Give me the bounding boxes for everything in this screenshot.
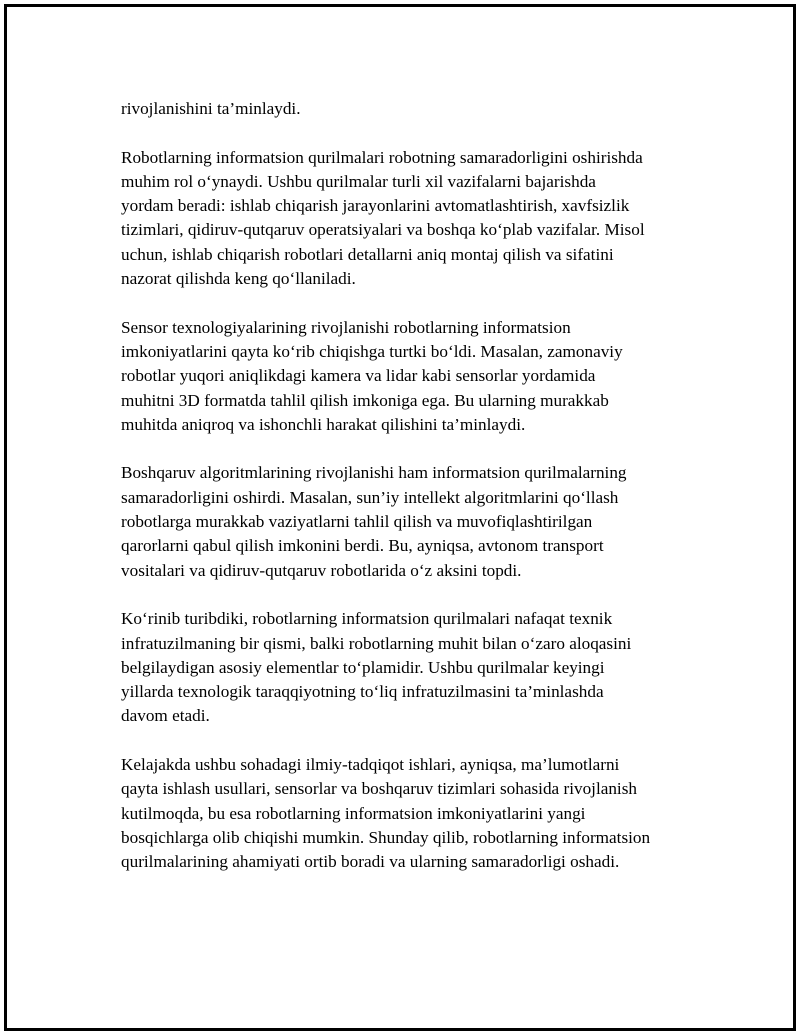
text-line: muhitni 3D formatda tahlil qilish imkoniga ega. Bu ularning murakkab bbox=[121, 390, 609, 410]
paragraph-2 bbox=[121, 146, 701, 292]
text-line: samaradorligini oshirdi. Masalan, sun’iy intellekt algoritmlarini qo‘llash bbox=[121, 487, 619, 507]
paragraph-5 bbox=[121, 607, 701, 728]
text-line: qarorlarni qabul qilish imkonini berdi. Bu, ayniqsa, avtonom transport bbox=[121, 536, 604, 556]
text-line: muhitda aniqroq va ishonchli harakat qilishini ta’minlaydi. bbox=[121, 414, 526, 434]
text-line: davom etadi. bbox=[121, 706, 210, 726]
text-line: Kelajakda ushbu sohadagi ilmiy-tadqiqot ishlari, ayniqsa, ma’lumotlarni bbox=[121, 755, 620, 775]
text-line: kutilmoqda, bu esa robotlarning informatsion imkoniyatlarini yangi bbox=[121, 803, 586, 823]
text-line: qayta ishlash usullari, sensorlar va boshqaruv tizimlari sohasida rivojlanish bbox=[121, 779, 637, 799]
paragraph-4 bbox=[121, 461, 701, 582]
text-line: bosqichlarga olib chiqishi mumkin. Shunday qilib, robotlarning informatsion bbox=[121, 827, 651, 847]
text-line: Robotlarning informatsion qurilmalari robotning samaradorligini oshirishda bbox=[121, 147, 643, 167]
text-line: uchun, ishlab chiqarish robotlari detallarni aniq montaj qilish va sifatini bbox=[121, 244, 614, 264]
text-line: nazorat qilishda keng qo‘llaniladi. bbox=[121, 269, 356, 289]
text-line: robotlar yuqori aniqlikdagi kamera va lidar kabi sensorlar yordamida bbox=[121, 366, 596, 386]
text-line: vositalari va qidiruv-qutqaruv robotlarida o‘z aksini topdi. bbox=[121, 560, 522, 580]
document-body bbox=[121, 97, 701, 899]
text-line: rivojlanishini ta’minlaydi. bbox=[121, 99, 301, 118]
text-line: yillarda texnologik taraqqiyotning to‘liq infratuzilmasini ta’minlashda bbox=[121, 682, 604, 702]
text-line: muhim rol o‘ynaydi. Ushbu qurilmalar turli xil vazifalarni bajarishda bbox=[121, 171, 596, 191]
paragraph-1 bbox=[121, 97, 701, 121]
paragraph-3 bbox=[121, 316, 701, 437]
text-line: Ko‘rinib turibdiki, robotlarning informatsion qurilmalari nafaqat texnik bbox=[121, 609, 613, 629]
paragraph-6 bbox=[121, 753, 701, 874]
text-line: Boshqaruv algoritmlarining rivojlanishi ham informatsion qurilmalarning bbox=[121, 463, 627, 483]
text-line: tizimlari, qidiruv-qutqaruv operatsiyalari va boshqa ko‘plab vazifalar. Misol bbox=[121, 220, 645, 240]
text-line: Sensor texnologiyalarining rivojlanishi robotlarning informatsion bbox=[121, 317, 571, 337]
text-line: qurilmalarining ahamiyati ortib boradi va ularning samaradorligi oshadi. bbox=[121, 852, 620, 872]
page-frame bbox=[4, 4, 796, 1031]
text-line: yordam beradi: ishlab chiqarish jarayonlarini avtomatlashtirish, xavfsizlik bbox=[121, 196, 630, 216]
text-line: imkoniyatlarini qayta ko‘rib chiqishga turtki bo‘ldi. Masalan, zamonaviy bbox=[121, 341, 623, 361]
text-line: infratuzilmaning bir qismi, balki robotlarning muhit bilan o‘zaro aloqasini bbox=[121, 633, 632, 653]
text-line: belgilaydigan asosiy elementlar to‘plamidir. Ushbu qurilmalar keyingi bbox=[121, 657, 605, 677]
text-line: robotlarga murakkab vaziyatlarni tahlil qilish va muvofiqlashtirilgan bbox=[121, 512, 593, 532]
